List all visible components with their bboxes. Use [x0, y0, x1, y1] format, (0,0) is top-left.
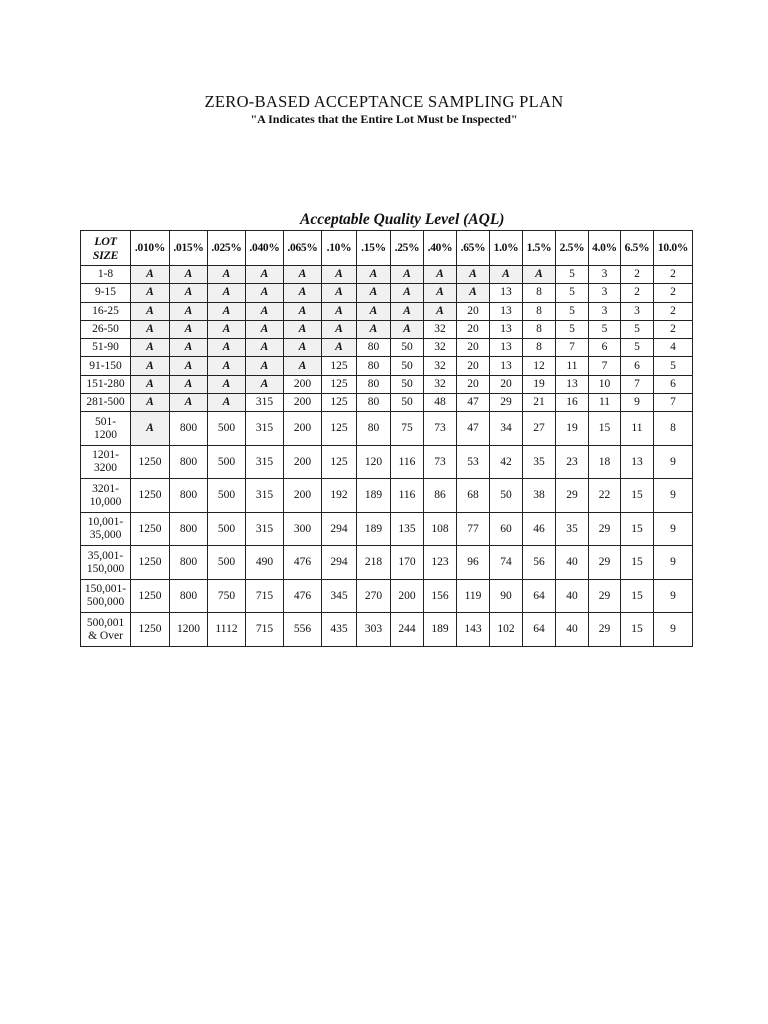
- sample-size-cell: 315: [246, 512, 284, 546]
- sample-size-cell: 19: [556, 412, 589, 446]
- sample-size-cell: 5: [556, 302, 589, 320]
- inspect-all-cell: A: [284, 284, 322, 302]
- inspect-all-cell: A: [391, 284, 424, 302]
- table-row: [81, 394, 693, 412]
- inspect-all-cell: A: [170, 284, 208, 302]
- inspect-all-cell: A: [523, 266, 556, 284]
- document-subtitle: "A Indicates that the Entire Lot Must be Inspected": [250, 112, 518, 126]
- sample-size-cell: 15: [621, 479, 654, 513]
- sample-size-cell: 11: [621, 412, 654, 446]
- inspect-all-cell: A: [131, 375, 170, 393]
- sample-size-cell: 9: [654, 546, 693, 580]
- sample-size-cell: 50: [391, 375, 424, 393]
- sample-size-cell: 315: [246, 479, 284, 513]
- aql-header: .65%: [457, 231, 490, 266]
- sample-size-cell: 315: [246, 394, 284, 412]
- sample-size-cell: 119: [457, 579, 490, 613]
- sample-size-cell: 27: [523, 412, 556, 446]
- sample-size-cell: 270: [357, 579, 391, 613]
- inspect-all-cell: A: [246, 266, 284, 284]
- sample-size-cell: 300: [284, 512, 322, 546]
- inspect-all-cell: A: [246, 339, 284, 357]
- sample-size-cell: 3: [589, 266, 621, 284]
- sample-size-cell: 556: [284, 613, 322, 647]
- sample-size-cell: 102: [490, 613, 523, 647]
- table-row: [81, 266, 693, 284]
- aql-header: 2.5%: [556, 231, 589, 266]
- sample-size-cell: 11: [589, 394, 621, 412]
- inspect-all-cell: A: [284, 266, 322, 284]
- sample-size-cell: 1250: [131, 512, 170, 546]
- inspect-all-cell: A: [357, 266, 391, 284]
- sample-size-cell: 29: [556, 479, 589, 513]
- sample-size-cell: 189: [424, 613, 457, 647]
- sample-size-cell: 7: [621, 375, 654, 393]
- sample-size-cell: 35: [556, 512, 589, 546]
- sample-size-cell: 800: [170, 445, 208, 479]
- sample-size-cell: 64: [523, 613, 556, 647]
- sample-size-cell: 18: [589, 445, 621, 479]
- sample-size-cell: 500: [208, 412, 246, 446]
- sample-size-cell: 8: [523, 320, 556, 338]
- inspect-all-cell: A: [424, 284, 457, 302]
- sample-size-cell: 156: [424, 579, 457, 613]
- sample-size-cell: 2: [654, 266, 693, 284]
- inspect-all-cell: A: [131, 339, 170, 357]
- inspect-all-cell: A: [170, 266, 208, 284]
- sample-size-cell: 2: [621, 266, 654, 284]
- sample-size-cell: 123: [424, 546, 457, 580]
- sample-size-cell: 170: [391, 546, 424, 580]
- sample-size-cell: 500: [208, 445, 246, 479]
- sample-size-cell: 20: [457, 375, 490, 393]
- table-row: [81, 546, 693, 580]
- sample-size-cell: 5: [654, 357, 693, 375]
- sample-size-cell: 16: [556, 394, 589, 412]
- table-row: [81, 445, 693, 479]
- inspect-all-cell: A: [246, 320, 284, 338]
- lot-size-cell: 51-90: [81, 339, 131, 357]
- aql-caption: Acceptable Quality Level (AQL): [300, 211, 505, 228]
- sample-size-cell: 715: [246, 613, 284, 647]
- table-body: [81, 266, 693, 647]
- aql-header: .010%: [131, 231, 170, 266]
- inspect-all-cell: A: [170, 357, 208, 375]
- sample-size-cell: 13: [621, 445, 654, 479]
- sample-size-cell: 490: [246, 546, 284, 580]
- inspect-all-cell: A: [208, 302, 246, 320]
- sample-size-cell: 244: [391, 613, 424, 647]
- sample-size-cell: 73: [424, 445, 457, 479]
- aql-header: 4.0%: [589, 231, 621, 266]
- sample-size-cell: 50: [490, 479, 523, 513]
- table-row: [81, 412, 693, 446]
- sample-size-cell: 5: [556, 320, 589, 338]
- sample-size-cell: 1250: [131, 546, 170, 580]
- sample-size-cell: 15: [621, 546, 654, 580]
- sample-size-cell: 200: [284, 479, 322, 513]
- sample-size-cell: 12: [523, 357, 556, 375]
- sample-size-cell: 23: [556, 445, 589, 479]
- sample-size-cell: 96: [457, 546, 490, 580]
- sample-size-cell: 10: [589, 375, 621, 393]
- inspect-all-cell: A: [284, 320, 322, 338]
- inspect-all-cell: A: [170, 394, 208, 412]
- lot-size-cell: 16-25: [81, 302, 131, 320]
- sample-size-cell: 53: [457, 445, 490, 479]
- sample-size-cell: 50: [391, 339, 424, 357]
- sample-size-cell: 2: [654, 320, 693, 338]
- sample-size-cell: 143: [457, 613, 490, 647]
- sample-size-cell: 64: [523, 579, 556, 613]
- sample-size-cell: 21: [523, 394, 556, 412]
- sample-size-cell: 15: [621, 613, 654, 647]
- inspect-all-cell: A: [284, 302, 322, 320]
- lot-size-cell: 3201- 10,000: [81, 479, 131, 513]
- sample-size-cell: 29: [589, 613, 621, 647]
- sample-size-cell: 8: [654, 412, 693, 446]
- inspect-all-cell: A: [131, 284, 170, 302]
- sample-size-cell: 46: [523, 512, 556, 546]
- inspect-all-cell: A: [322, 320, 357, 338]
- sample-size-cell: 47: [457, 394, 490, 412]
- sample-size-cell: 476: [284, 546, 322, 580]
- aql-header: 10.0%: [654, 231, 693, 266]
- sample-size-cell: 4: [654, 339, 693, 357]
- sample-size-cell: 9: [621, 394, 654, 412]
- aql-header: .015%: [170, 231, 208, 266]
- lot-size-cell: 9-15: [81, 284, 131, 302]
- sample-size-cell: 125: [322, 445, 357, 479]
- sample-size-cell: 73: [424, 412, 457, 446]
- inspect-all-cell: A: [322, 339, 357, 357]
- sample-size-cell: 294: [322, 512, 357, 546]
- inspect-all-cell: A: [131, 320, 170, 338]
- aql-header: .15%: [357, 231, 391, 266]
- inspect-all-cell: A: [246, 302, 284, 320]
- sample-size-cell: 13: [490, 302, 523, 320]
- sample-size-cell: 1200: [170, 613, 208, 647]
- sample-size-cell: 8: [523, 284, 556, 302]
- sample-size-cell: 32: [424, 375, 457, 393]
- sample-size-cell: 35: [523, 445, 556, 479]
- sample-size-cell: 80: [357, 339, 391, 357]
- sample-size-cell: 29: [589, 546, 621, 580]
- table-row: [81, 320, 693, 338]
- inspect-all-cell: A: [170, 375, 208, 393]
- sample-size-cell: 116: [391, 445, 424, 479]
- sample-size-cell: 40: [556, 579, 589, 613]
- sample-size-cell: 8: [523, 339, 556, 357]
- sample-size-cell: 125: [322, 394, 357, 412]
- sample-size-cell: 476: [284, 579, 322, 613]
- sample-size-cell: 200: [391, 579, 424, 613]
- sample-size-cell: 32: [424, 357, 457, 375]
- inspect-all-cell: A: [284, 357, 322, 375]
- sample-size-cell: 11: [556, 357, 589, 375]
- sample-size-cell: 5: [556, 266, 589, 284]
- sample-size-cell: 303: [357, 613, 391, 647]
- sample-size-cell: 1250: [131, 613, 170, 647]
- inspect-all-cell: A: [208, 394, 246, 412]
- sample-size-cell: 50: [391, 357, 424, 375]
- sample-size-cell: 500: [208, 546, 246, 580]
- inspect-all-cell: A: [131, 412, 170, 446]
- sample-size-cell: 32: [424, 339, 457, 357]
- table-row: [81, 284, 693, 302]
- sample-size-cell: 13: [490, 284, 523, 302]
- inspect-all-cell: A: [131, 394, 170, 412]
- sampling-table: [80, 230, 693, 647]
- sample-size-cell: 13: [556, 375, 589, 393]
- sample-size-cell: 5: [589, 320, 621, 338]
- sample-size-cell: 200: [284, 445, 322, 479]
- sample-size-cell: 80: [357, 394, 391, 412]
- aql-header: .065%: [284, 231, 322, 266]
- inspect-all-cell: A: [170, 320, 208, 338]
- sample-size-cell: 435: [322, 613, 357, 647]
- sample-size-cell: 90: [490, 579, 523, 613]
- lot-size-cell: 1-8: [81, 266, 131, 284]
- sample-size-cell: 3: [621, 302, 654, 320]
- inspect-all-cell: A: [131, 302, 170, 320]
- sample-size-cell: 135: [391, 512, 424, 546]
- inspect-all-cell: A: [208, 320, 246, 338]
- sample-size-cell: 20: [457, 339, 490, 357]
- sample-size-cell: 56: [523, 546, 556, 580]
- sample-size-cell: 500: [208, 512, 246, 546]
- sample-size-cell: 3: [589, 302, 621, 320]
- sample-size-cell: 2: [654, 284, 693, 302]
- aql-header: .040%: [246, 231, 284, 266]
- sample-size-cell: 9: [654, 445, 693, 479]
- sample-size-cell: 3: [589, 284, 621, 302]
- sample-size-cell: 294: [322, 546, 357, 580]
- sample-size-cell: 1112: [208, 613, 246, 647]
- lot-size-cell: 151-280: [81, 375, 131, 393]
- sample-size-cell: 6: [654, 375, 693, 393]
- inspect-all-cell: A: [490, 266, 523, 284]
- inspect-all-cell: A: [322, 284, 357, 302]
- sample-size-cell: 60: [490, 512, 523, 546]
- sample-size-cell: 19: [523, 375, 556, 393]
- sample-size-cell: 218: [357, 546, 391, 580]
- sample-size-cell: 6: [621, 357, 654, 375]
- inspect-all-cell: A: [208, 357, 246, 375]
- aql-header: .40%: [424, 231, 457, 266]
- lot-size-cell: 281-500: [81, 394, 131, 412]
- sample-size-cell: 200: [284, 412, 322, 446]
- sample-size-cell: 29: [490, 394, 523, 412]
- sample-size-cell: 9: [654, 512, 693, 546]
- lot-size-cell: 500,001 & Over: [81, 613, 131, 647]
- sample-size-cell: 7: [589, 357, 621, 375]
- inspect-all-cell: A: [246, 375, 284, 393]
- inspect-all-cell: A: [391, 320, 424, 338]
- sample-size-cell: 8: [523, 302, 556, 320]
- sample-size-cell: 75: [391, 412, 424, 446]
- sample-size-cell: 15: [589, 412, 621, 446]
- document-title: ZERO-BASED ACCEPTANCE SAMPLING PLAN: [204, 92, 564, 111]
- table-row: [81, 357, 693, 375]
- sample-size-cell: 50: [391, 394, 424, 412]
- inspect-all-cell: A: [246, 284, 284, 302]
- sample-size-cell: 1250: [131, 445, 170, 479]
- table-row: [81, 579, 693, 613]
- sample-size-cell: 5: [556, 284, 589, 302]
- sample-size-cell: 7: [556, 339, 589, 357]
- sample-size-cell: 48: [424, 394, 457, 412]
- sample-size-cell: 200: [284, 375, 322, 393]
- aql-header: 6.5%: [621, 231, 654, 266]
- sample-size-cell: 345: [322, 579, 357, 613]
- sample-size-cell: 125: [322, 412, 357, 446]
- sample-size-cell: 32: [424, 320, 457, 338]
- sample-size-cell: 15: [621, 579, 654, 613]
- lot-size-cell: 501- 1200: [81, 412, 131, 446]
- sample-size-cell: 34: [490, 412, 523, 446]
- sample-size-cell: 29: [589, 512, 621, 546]
- inspect-all-cell: A: [457, 266, 490, 284]
- sample-size-cell: 13: [490, 339, 523, 357]
- aql-header: .10%: [322, 231, 357, 266]
- sample-size-cell: 38: [523, 479, 556, 513]
- header-row: [81, 231, 693, 266]
- sample-size-cell: 800: [170, 479, 208, 513]
- lot-size-cell: 26-50: [81, 320, 131, 338]
- inspect-all-cell: A: [208, 339, 246, 357]
- sample-size-cell: 20: [457, 357, 490, 375]
- table-row: [81, 512, 693, 546]
- sample-size-cell: 200: [284, 394, 322, 412]
- sample-size-cell: 86: [424, 479, 457, 513]
- table-row: [81, 302, 693, 320]
- sample-size-cell: 2: [621, 284, 654, 302]
- sample-size-cell: 800: [170, 512, 208, 546]
- sample-size-cell: 42: [490, 445, 523, 479]
- sample-size-cell: 500: [208, 479, 246, 513]
- lot-size-cell: 35,001- 150,000: [81, 546, 131, 580]
- inspect-all-cell: A: [357, 320, 391, 338]
- sample-size-cell: 800: [170, 412, 208, 446]
- table-row: [81, 613, 693, 647]
- sample-size-cell: 9: [654, 479, 693, 513]
- sample-size-cell: 47: [457, 412, 490, 446]
- sample-size-cell: 125: [322, 357, 357, 375]
- sample-size-cell: 9: [654, 579, 693, 613]
- sample-size-cell: 13: [490, 320, 523, 338]
- table-row: [81, 339, 693, 357]
- sample-size-cell: 189: [357, 479, 391, 513]
- sample-size-cell: 77: [457, 512, 490, 546]
- sample-size-cell: 800: [170, 579, 208, 613]
- table-row: [81, 479, 693, 513]
- aql-header: .025%: [208, 231, 246, 266]
- inspect-all-cell: A: [131, 357, 170, 375]
- inspect-all-cell: A: [208, 266, 246, 284]
- sample-size-cell: 20: [457, 320, 490, 338]
- inspect-all-cell: A: [424, 266, 457, 284]
- sample-size-cell: 189: [357, 512, 391, 546]
- sample-size-cell: 125: [322, 375, 357, 393]
- aql-header: 1.0%: [490, 231, 523, 266]
- sample-size-cell: 20: [457, 302, 490, 320]
- sample-size-cell: 1250: [131, 579, 170, 613]
- inspect-all-cell: A: [424, 302, 457, 320]
- sample-size-cell: 2: [654, 302, 693, 320]
- lot-size-cell: 1201- 3200: [81, 445, 131, 479]
- inspect-all-cell: A: [322, 266, 357, 284]
- inspect-all-cell: A: [322, 302, 357, 320]
- sample-size-cell: 80: [357, 375, 391, 393]
- inspect-all-cell: A: [284, 339, 322, 357]
- lot-size-cell: 10,001- 35,000: [81, 512, 131, 546]
- sample-size-cell: 750: [208, 579, 246, 613]
- sample-size-cell: 108: [424, 512, 457, 546]
- sample-size-cell: 22: [589, 479, 621, 513]
- sample-size-cell: 80: [357, 412, 391, 446]
- sample-size-cell: 1250: [131, 479, 170, 513]
- lot-size-cell: 91-150: [81, 357, 131, 375]
- sample-size-cell: 6: [589, 339, 621, 357]
- sample-size-cell: 68: [457, 479, 490, 513]
- sample-size-cell: 5: [621, 339, 654, 357]
- inspect-all-cell: A: [208, 375, 246, 393]
- inspect-all-cell: A: [131, 266, 170, 284]
- inspect-all-cell: A: [170, 339, 208, 357]
- sample-size-cell: 715: [246, 579, 284, 613]
- sample-size-cell: 40: [556, 613, 589, 647]
- sample-size-cell: 192: [322, 479, 357, 513]
- sample-size-cell: 800: [170, 546, 208, 580]
- inspect-all-cell: A: [208, 284, 246, 302]
- sample-size-cell: 13: [490, 357, 523, 375]
- inspect-all-cell: A: [391, 302, 424, 320]
- sample-size-cell: 315: [246, 412, 284, 446]
- sample-size-cell: 74: [490, 546, 523, 580]
- sample-size-cell: 20: [490, 375, 523, 393]
- inspect-all-cell: A: [357, 302, 391, 320]
- inspect-all-cell: A: [457, 284, 490, 302]
- sample-size-cell: 15: [621, 512, 654, 546]
- sample-size-cell: 315: [246, 445, 284, 479]
- lot-size-header: LOT SIZE: [81, 231, 131, 266]
- sample-size-cell: 7: [654, 394, 693, 412]
- aql-header: .25%: [391, 231, 424, 266]
- inspect-all-cell: A: [246, 357, 284, 375]
- sample-size-cell: 120: [357, 445, 391, 479]
- inspect-all-cell: A: [170, 302, 208, 320]
- sample-size-cell: 116: [391, 479, 424, 513]
- aql-header: 1.5%: [523, 231, 556, 266]
- lot-size-cell: 150,001- 500,000: [81, 579, 131, 613]
- sample-size-cell: 5: [621, 320, 654, 338]
- sample-size-cell: 9: [654, 613, 693, 647]
- inspect-all-cell: A: [357, 284, 391, 302]
- sample-size-cell: 40: [556, 546, 589, 580]
- table-row: [81, 375, 693, 393]
- sample-size-cell: 29: [589, 579, 621, 613]
- sample-size-cell: 80: [357, 357, 391, 375]
- inspect-all-cell: A: [391, 266, 424, 284]
